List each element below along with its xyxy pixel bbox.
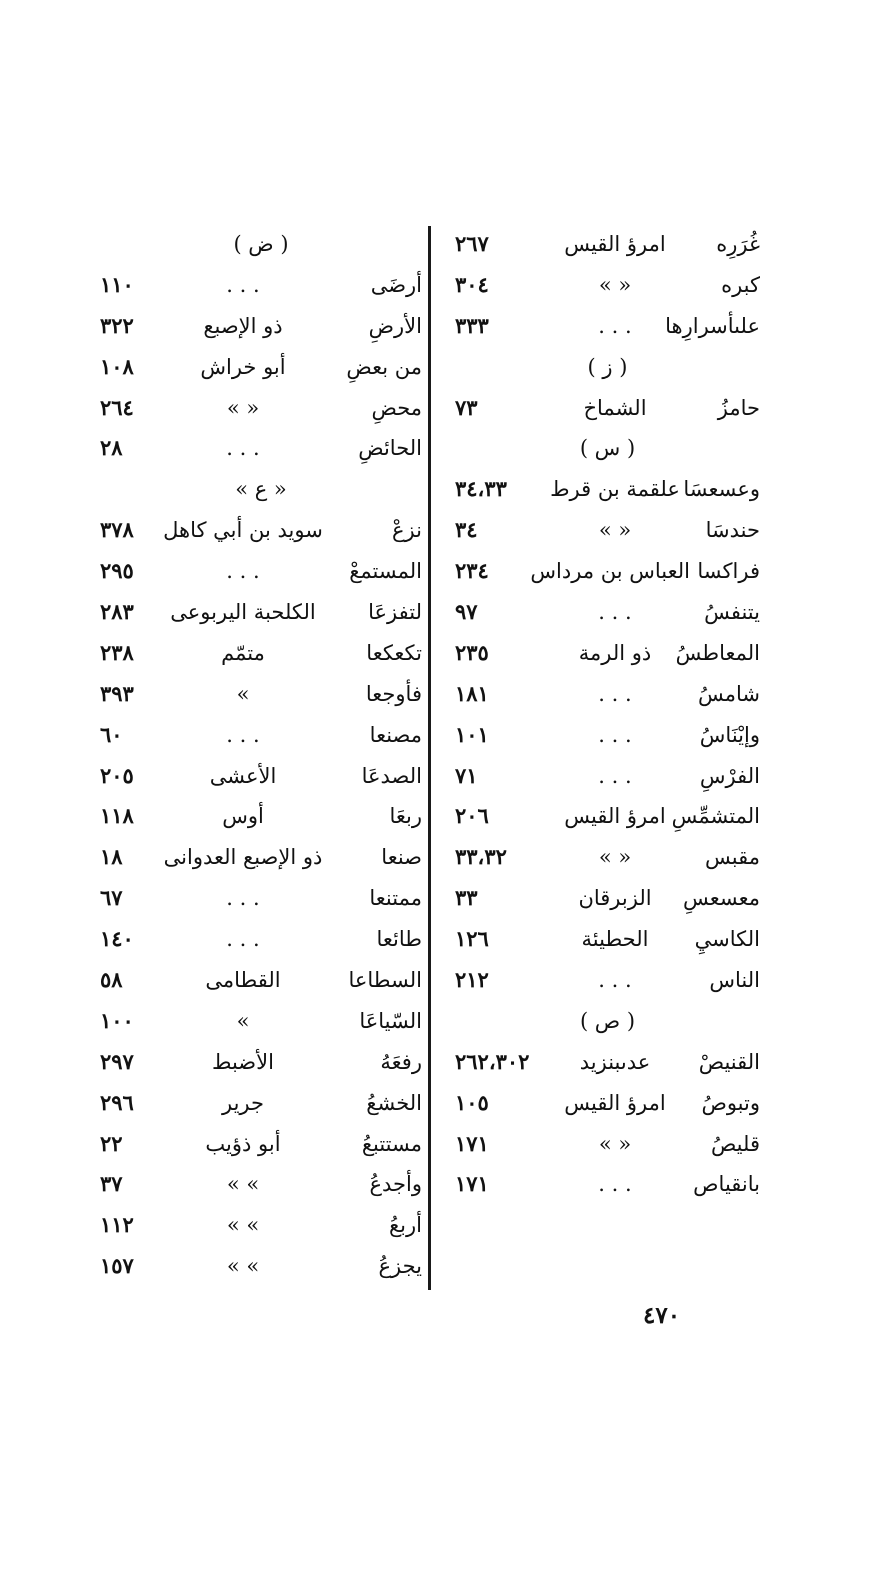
index-row <box>455 633 760 674</box>
index-row <box>100 265 422 306</box>
poet-name: الحطيئة <box>581 927 649 952</box>
page-ref: ١٧١ <box>455 1130 489 1156</box>
page-ref: ٢٨٣ <box>100 599 134 625</box>
rhyme-word: المستمعْ <box>349 559 422 584</box>
rhyme-word: شامسُ <box>697 681 760 706</box>
page-ref: ٢٠٦ <box>455 803 489 829</box>
page-ref: ٢٠٥ <box>100 762 134 788</box>
rhyme-word: الصدعَا <box>361 763 422 788</box>
poet-name: . . . <box>226 886 260 911</box>
index-row <box>100 919 422 960</box>
page-ref: ١١٢ <box>100 1212 134 1238</box>
poet-name: أبو خراش <box>200 354 286 379</box>
page-ref: ٢٦٧ <box>455 231 489 256</box>
poet-name: . . . <box>226 927 260 952</box>
poet-name: العباس بن مرداس <box>530 559 690 584</box>
rhyme-word: الأرضِ <box>368 313 422 338</box>
page-ref: ٦٠ <box>100 721 123 747</box>
index-row <box>455 919 760 960</box>
poet-name: « » <box>598 272 632 297</box>
rhyme-word: رفعَهُ <box>380 1049 422 1074</box>
poet-name: « » <box>598 518 632 543</box>
rhyme-word: طائعا <box>376 927 422 952</box>
index-row <box>455 510 760 551</box>
poet-name: « » <box>226 395 260 420</box>
poet-name: علقمة بن قرط <box>550 477 680 502</box>
poet-name: . . . <box>598 1172 632 1197</box>
rhyme-word: تكعكعا <box>366 640 422 665</box>
rhyme-word: الحائضِ <box>358 436 422 461</box>
index-row <box>100 633 422 674</box>
letter-heading <box>455 1001 760 1042</box>
letter-heading-text: ( س ) <box>579 436 636 461</box>
index-row <box>100 715 422 756</box>
page-ref: ٣٧ <box>100 1171 123 1197</box>
index-row <box>455 469 760 510</box>
page-ref: ٣٠٤ <box>455 271 489 297</box>
right-column <box>455 224 760 1205</box>
rhyme-word: وأجدعُ <box>369 1172 422 1197</box>
page-ref: ١١٠ <box>100 271 134 297</box>
rhyme-word: يتنفسُ <box>704 600 760 625</box>
index-row <box>455 551 760 592</box>
rhyme-word: الخشعُ <box>366 1090 422 1115</box>
rhyme-word: لتفزعَا <box>368 600 422 625</box>
page-ref: ٢٦٤ <box>100 394 134 420</box>
poet-name: ذو الرمة <box>578 640 652 665</box>
page-ref: ٧١ <box>455 762 478 788</box>
index-row <box>100 837 422 878</box>
poet-name: أوس <box>222 804 264 829</box>
index-row <box>455 878 760 919</box>
index-row <box>455 265 760 306</box>
page-ref: ١٠٠ <box>100 1007 134 1033</box>
index-row <box>100 1246 422 1287</box>
rhyme-word: أربعُ <box>389 1213 422 1238</box>
page-ref: ١٤٠ <box>100 926 134 952</box>
poet-name: . . . <box>226 272 260 297</box>
rhyme-word: وعسعسَا <box>683 477 760 502</box>
letter-heading-text: ( ص ) <box>579 1008 636 1033</box>
rhyme-word: وتبوصُ <box>701 1090 760 1115</box>
index-row <box>100 1042 422 1083</box>
index-row <box>455 1124 760 1165</box>
rhyme-word: صنعا <box>381 845 422 870</box>
poet-name: » » <box>226 1172 260 1197</box>
poet-name: « » <box>598 1131 632 1156</box>
index-row <box>100 551 422 592</box>
index-row <box>100 796 422 837</box>
page-ref: ٣٢٢ <box>100 312 134 338</box>
index-row <box>100 878 422 919</box>
page-ref: ٢٨ <box>100 435 123 461</box>
rhyme-word: السّياعَا <box>359 1008 422 1033</box>
poet-name: امرؤ القيس <box>564 1090 666 1115</box>
rhyme-word: الناس <box>709 968 760 993</box>
rhyme-word: محضِ <box>371 395 422 420</box>
letter-heading-text: ( ض ) <box>233 232 289 256</box>
page-number: ٤٧٠ <box>643 1302 681 1329</box>
index-row <box>100 1083 422 1124</box>
page-ref: ٩٧ <box>455 599 478 625</box>
page-ref: ١٠٨ <box>100 353 134 379</box>
index-row <box>100 306 422 347</box>
rhyme-word: غُرَرِه <box>716 232 760 256</box>
poet-name: . . . <box>226 559 260 584</box>
page-ref: ٣٤ <box>455 517 478 543</box>
letter-heading-text: ( ز ) <box>587 354 628 379</box>
poet-name: . . . <box>598 722 632 747</box>
index-row <box>100 1205 422 1246</box>
index-row <box>100 428 422 469</box>
poet-name: . . . <box>226 722 260 747</box>
page-ref: ٣٤،٣٣ <box>455 476 507 502</box>
index-row <box>455 1164 760 1205</box>
letter-heading <box>100 469 422 510</box>
index-row <box>455 715 760 756</box>
rhyme-word: مستتبعُ <box>361 1131 422 1156</box>
poet-name: عدىبنزيد <box>579 1049 651 1074</box>
page-ref: ١٨١ <box>455 680 489 706</box>
index-row <box>455 1042 760 1083</box>
page-ref: ٣٧٨ <box>100 517 134 543</box>
index-row <box>100 960 422 1001</box>
poet-name: الزبرقان <box>578 886 652 911</box>
rhyme-word: يجزعُ <box>378 1254 422 1279</box>
index-row <box>455 796 760 837</box>
page-ref: ٢٩٥ <box>100 558 134 584</box>
poet-name: الشماخ <box>583 395 647 420</box>
poet-name: القطامى <box>205 968 281 993</box>
letter-heading <box>455 428 760 469</box>
page-ref: ٢٩٧ <box>100 1048 134 1074</box>
rhyme-word: علىأسرارِها <box>665 313 760 338</box>
page-ref: ٦٧ <box>100 885 123 911</box>
index-row <box>455 960 760 1001</box>
index-row <box>455 1083 760 1124</box>
letter-heading <box>455 347 760 388</box>
page-ref: ٢١٢ <box>455 967 489 993</box>
rhyme-word: ربعَا <box>389 804 422 829</box>
page-ref: ٢٦٢،٣٠٢ <box>455 1048 530 1074</box>
rhyme-word: وإيْنَاسُ <box>699 722 760 747</box>
rhyme-word: قليصُ <box>710 1131 760 1156</box>
index-row <box>100 388 422 429</box>
poet-name: . . . <box>598 681 632 706</box>
page-ref: ١٥٧ <box>100 1253 134 1279</box>
page-ref: ١٢٦ <box>455 926 489 952</box>
index-row <box>100 674 422 715</box>
rhyme-word: ممتنعا <box>369 886 422 911</box>
poet-name: . . . <box>598 313 632 338</box>
page-ref: ٢٣٨ <box>100 639 134 665</box>
poet-name: أبو ذؤيب <box>205 1131 281 1156</box>
index-row <box>455 674 760 715</box>
rhyme-word: معسعسِ <box>682 886 760 911</box>
letter-heading <box>100 224 422 265</box>
poet-name: » » <box>226 1213 260 1238</box>
index-row <box>455 224 760 265</box>
page-ref: ٢٢ <box>100 1130 123 1156</box>
poet-name: امرؤ القيس <box>564 232 666 256</box>
index-row <box>455 388 760 429</box>
index-row <box>100 1001 422 1042</box>
page-ref: ٥٨ <box>100 967 123 993</box>
poet-name: سويد بن أبي كاهل <box>163 518 323 543</box>
page-ref: ٢٣٤ <box>455 558 489 584</box>
rhyme-word: فأوجعا <box>365 681 422 706</box>
poet-name: امرؤ القيس <box>564 804 666 829</box>
rhyme-word: من بعضِ <box>346 354 422 379</box>
poet-name: متمّم <box>221 640 265 665</box>
index-row <box>455 306 760 347</box>
poet-name: الأعشى <box>209 763 277 788</box>
index-row <box>100 592 422 633</box>
poet-name: . . . <box>598 600 632 625</box>
page-ref: ١٨ <box>100 844 123 870</box>
rhyme-word: نزعْ <box>392 518 422 543</box>
poet-name: » <box>236 681 250 706</box>
rhyme-word: السطاعا <box>348 968 422 993</box>
index-row <box>100 1164 422 1205</box>
rhyme-word: كبره <box>721 272 760 297</box>
poet-name: ذو الإصبع العدوانى <box>163 845 323 870</box>
page-ref: ٧٣ <box>455 394 478 420</box>
page-ref: ٣٣ <box>455 885 478 911</box>
poet-name: ذو الإصبع <box>203 313 283 338</box>
poet-name: » » <box>226 1254 260 1279</box>
page-ref: ١١٨ <box>100 803 134 829</box>
column-divider <box>428 226 431 1290</box>
rhyme-word: الكاسيِ <box>694 927 760 952</box>
poet-name: . . . <box>226 436 260 461</box>
rhyme-word: أرضَى <box>370 272 422 297</box>
rhyme-word: فراكسا <box>697 559 760 584</box>
rhyme-word: بانقياص <box>693 1172 760 1197</box>
poet-name: جرير <box>222 1090 264 1115</box>
rhyme-word: مقبس <box>705 845 760 870</box>
page-ref: ١٠٥ <box>455 1089 489 1115</box>
rhyme-word: القنيصْ <box>698 1049 760 1074</box>
rhyme-word: مصنعا <box>369 722 422 747</box>
rhyme-word: حندسَا <box>705 518 760 543</box>
index-row <box>100 756 422 797</box>
poet-name: الأضبط <box>212 1049 274 1074</box>
page-ref: ١٧١ <box>455 1171 489 1197</box>
page-ref: ٣٩٣ <box>100 680 134 706</box>
poet-name: الكلحبة اليربوعى <box>170 600 316 625</box>
index-row <box>455 592 760 633</box>
letter-heading-text: « ع » <box>235 477 287 502</box>
index-row <box>100 347 422 388</box>
index-row <box>100 510 422 551</box>
rhyme-word: المعاطسُ <box>675 640 760 665</box>
poet-name: . . . <box>598 968 632 993</box>
page-ref: ١٠١ <box>455 721 489 747</box>
poet-name: . . . <box>598 763 632 788</box>
rhyme-word: المتشمِّسِ <box>671 804 760 829</box>
rhyme-word: الفرْسِ <box>699 763 760 788</box>
left-column <box>100 224 422 1287</box>
page-ref: ٣٣٣ <box>455 312 489 338</box>
poet-name: « » <box>598 845 632 870</box>
page-ref: ٢٣٥ <box>455 639 489 665</box>
index-row <box>100 1124 422 1165</box>
page-ref: ٢٩٦ <box>100 1089 134 1115</box>
index-row <box>455 756 760 797</box>
poet-name: » <box>236 1008 250 1033</box>
page-ref: ٣٣،٣٢ <box>455 844 507 870</box>
rhyme-word: حامزُ <box>717 395 760 420</box>
index-row <box>455 837 760 878</box>
